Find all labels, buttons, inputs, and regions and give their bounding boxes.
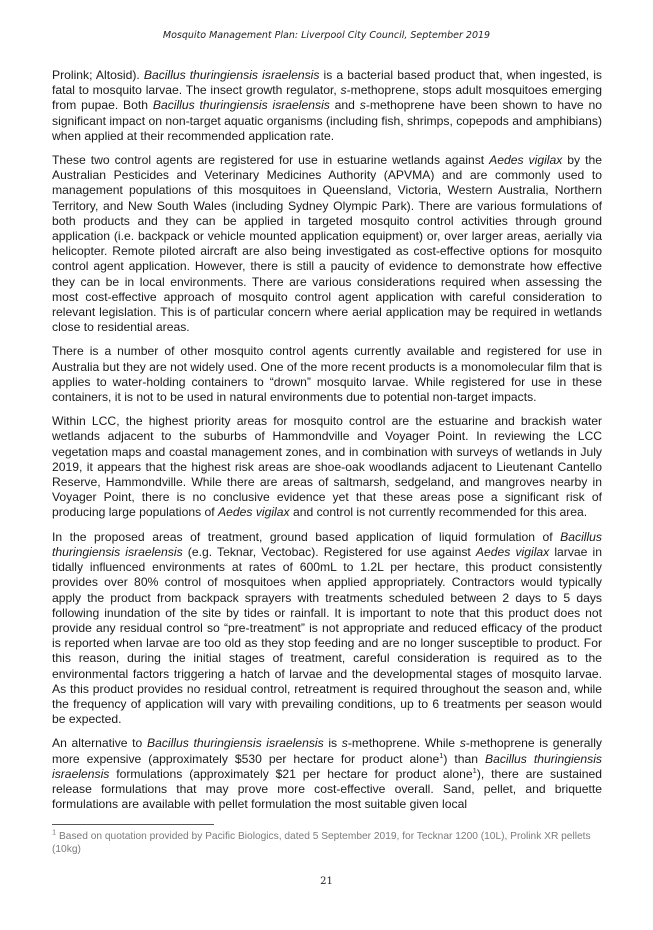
text-run: and [329, 98, 360, 113]
footnote [52, 827, 600, 856]
paragraph-1 [52, 68, 602, 144]
footnote-reference: 1 [439, 750, 444, 760]
italic-term: Bacillus thuringiensis israelensis [152, 98, 330, 113]
italic-term: s [341, 736, 348, 751]
text-run: -methoprene is generally more expensive (approximately $530 per hectare for product alone [52, 736, 602, 766]
text-run: -methoprene. While [347, 736, 460, 751]
text-run: is a bacterial based product that, when ingested, is fatal to mosquito larvae. The insect growth regulator, [52, 68, 602, 98]
paragraph-5 [52, 530, 602, 728]
italic-term: s [359, 98, 366, 113]
footnote-text: Based on quotation provided by Pacific Biologics, dated 5 September 2019, for Tecknar 1200 (10L), Prolink XR pellets (10kg) [52, 831, 591, 855]
italic-term: Bacillus thuringiensis israelensis [143, 68, 320, 82]
text-run: larvae in tidally influenced environments at rates of 600mL to 1.2L per hectare, this product consistently provides over 80% control of mosquitoes when applied appropriately. Contractors would typically apply the product from backpack sprayers with treatments scheduled between 2 days to 5 days following inundation of the site by tides or rainfall. It is important to note that this product does not provide any residual control so “pre-treatment” is not appropriate and reduced efficacy of the product is reported when larvae are too old as they stop feeding and are no longer susceptible to product. For this reason, during the initial stages of treatment, careful consideration is required as to the environmental factors triggering a hatch of larvae and the developmental stages of mosquito larvae. As this product provides no residual control, retreatment is required throughout the season and, while the frequency of application will vary with prevailing conditions, up to 6 treatments per season would be expected. [52, 544, 603, 727]
body-text [52, 68, 602, 821]
italic-term: Bacillus thuringiensis israelensis [146, 736, 324, 751]
italic-term: s [340, 83, 347, 98]
text-run: (e.g. Teknar, Vectobac). Registered for use against [182, 544, 476, 559]
page-number: 21 [320, 876, 333, 887]
text-run: Prolink; Altosid). [52, 68, 144, 82]
text-run: ) than [443, 751, 486, 766]
footnote-reference: 1 [472, 765, 477, 775]
italic-term: Aedes vigilax [218, 505, 290, 520]
italic-term: s [459, 736, 466, 751]
paragraph-6 [52, 736, 602, 812]
text-run: An alternative to [52, 736, 147, 751]
text-run: ), there are sustained release formulations that may prove more cost-effective overall. Sand, pellet, and briquette formulations are available with pellet formulation the most suitable given local [52, 766, 602, 812]
text-run: is [323, 736, 342, 751]
italic-term: Bacillus thuringiensis israelensis [52, 529, 602, 559]
text-run: -methoprene have been shown to have no significant impact on non-target aquatic organisms (including fish, shrimps, copepods and amphibians) when applied at their recommended application rate. [52, 98, 602, 143]
text-run: There is a number of other mosquito control agents currently available and registered for use in Australia but they are not widely used. One of the more recent products is a monomolecular film that is applies to water-holding containers to “drown” mosquito larvae. While registered for use in these containers, it is not to be used in natural environments due to potential non-target impacts. [52, 344, 602, 405]
text-run: Within LCC, the highest priority areas for mosquito control are the estuarine and brackish water wetlands adjacent to the suburbs of Hammondville and Voyager Point. In reviewing the LCC vegetation maps and coastal management zones, and in combination with surveys of wetlands in July 2019, it appears that the highest risk areas are shoe-oak woodlands adjacent to Lieutenant Cantello Reserve, Hammondville. While there are areas of saltmarsh, sedgeland, and mangroves nearby in Voyager Point, there is no conclusive evidence yet that these areas pose a significant risk of producing large populations of [52, 414, 602, 520]
text-run: formulations (approximately $21 per hectare for product alone [109, 766, 473, 781]
text-run: These two control agents are registered for use in estuarine wetlands against [52, 153, 490, 168]
running-header: Mosquito Management Plan: Liverpool City Council, September 2019 [162, 30, 491, 41]
text-run: In the proposed areas of treatment, ground based application of liquid formulation of [52, 529, 561, 544]
paragraph-3 [52, 344, 602, 405]
footnote-marker: 1 [52, 827, 57, 837]
text-run: and control is not currently recommended for this area. [289, 505, 588, 520]
text-run: -methoprene, stops adult mosquitoes emerging from pupae. Both [52, 83, 602, 113]
text-run: by the Australian Pesticides and Veterinary Medicines Authority (APVMA) and are commonly used to management populations of this mosquitoes in Queensland, Victoria, Western Australia, Northern Territory, and New South Wales (including Sydney Olympic Park). There are various formulations of both products and they can be applied in targeted mosquito control activities through ground application (i.e. backpack or vehicle mounted application equipment) or, over larger areas, aerially via helicopter. Remote piloted aircraft are also being investigated as cost-effective options for mosquito control agent application. However, there is still a paucity of evidence to demonstrate how effective they can be in local environments. There are various considerations required when assessing the most cost-effective approach of mosquito control agent application with careful consideration to relevant legislation. This is of particular concern where aerial application may be required in wetlands close to residential areas. [52, 153, 602, 335]
italic-term: Bacillus thuringiensis israelensis [52, 751, 602, 781]
footnote-divider [52, 824, 214, 825]
italic-term: Aedes vigilax [489, 153, 563, 168]
paragraph-2 [52, 153, 602, 335]
paragraph-4 [52, 414, 602, 520]
italic-term: Aedes vigilax [475, 544, 550, 559]
